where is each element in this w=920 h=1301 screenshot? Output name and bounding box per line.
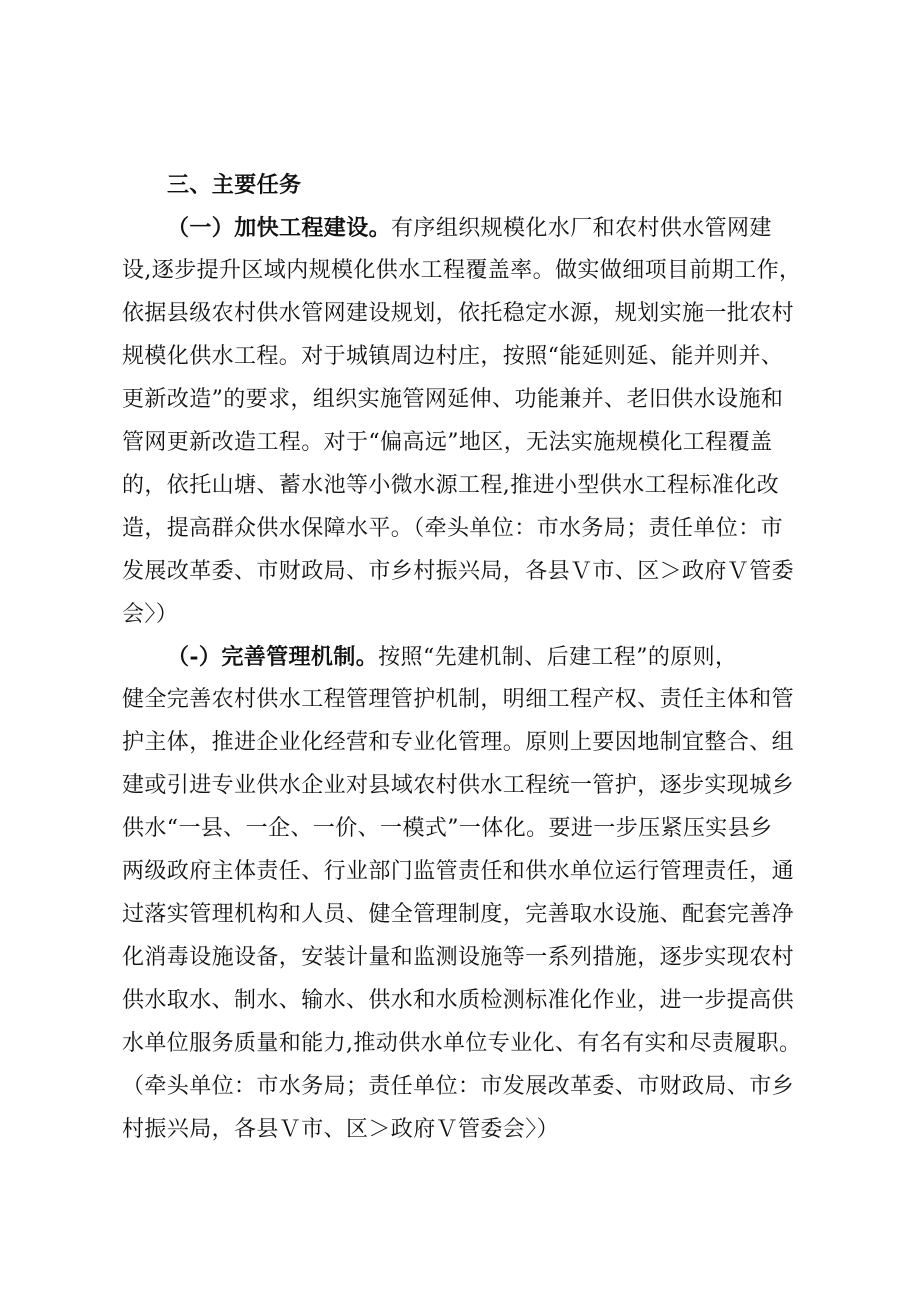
para2-line-2: 健全完善农村供水工程管理管护机制，明细工程产权、责任主体和管 (122, 687, 795, 712)
para1-line-7: 的，依托山塘、蓄水池等小微水源工程,推进小型供水工程标准化改 (122, 473, 779, 498)
para1-line-2: 设,逐步提升区域内规模化供水工程覆盖率。做实做细项目前期工作， (122, 258, 802, 283)
para2-line-1 (167, 643, 857, 672)
para1-line-8: 造，提高群众供水保障水平。（牵头单位：市水务局；责任单位：市 (122, 516, 784, 541)
para2-line-12: 村振兴局，各县Ｖ市、区＞政府Ｖ管委会〉） (122, 1117, 560, 1142)
para1-line-1 (167, 214, 857, 243)
para2-line-3: 护主体，推进企业化经营和专业化管理。原则上要因地制宜整合、组 (122, 730, 795, 755)
para1-lead: （一）加快工程建设。 (167, 215, 392, 241)
para1-line-1-text: 有序组织规模化水厂和农村供水管网建 (391, 216, 772, 241)
para2-line-10: 水单位服务质量和能力,推动供水单位专业化、有名有实和尽责履职。 (122, 1031, 802, 1056)
para1-line-6: 管网更新改造工程。对于“偏高远”地区，无法实施规模化工程覆盖 (122, 430, 773, 455)
para1-line-10: 会〉） (122, 602, 179, 627)
para1-line-3: 依据县级农村供水管网建设规划，依托稳定水源，规划实施一批农村 (122, 301, 795, 326)
para2-line-1-text: 按照“先建机制、后建工程”的原则， (378, 645, 738, 670)
para2-line-7: 过落实管理机构和人员、健全管理制度，完善取水设施、配套完善净 (122, 902, 795, 927)
para2-line-9: 供水取水、制水、输水、供水和水质检测标准化作业，进一步提高供 (122, 988, 795, 1013)
para1-line-9: 发展改革委、市财政局、市乡村振兴局，各县Ｖ市、区＞政府Ｖ管委 (122, 559, 795, 584)
para2-line-5: 供水“一县、一企、一价、一模式”一体化。要进一步压紧压实县乡 (122, 816, 773, 841)
section-heading: 三、主要任务 (167, 172, 302, 198)
para2-line-11: （牵头单位：市水务局；责任单位：市发展改革委、市财政局、市乡 (122, 1074, 795, 1099)
para2-line-8: 化消毒设施设备，安装计量和监测设施等一系列措施，逐步实现农村 (122, 945, 795, 970)
para2-line-6: 两级政府主体责任、行业部门监管责任和供水单位运行管理责任，通 (122, 859, 795, 884)
para2-line-4: 建或引进专业供水企业对县域农村供水工程统一管护，逐步实现城乡 (122, 773, 795, 798)
para2-lead: （-）完善管理机制。 (167, 644, 379, 670)
para1-line-4: 规模化供水工程。对于城镇周边村庄，按照“能延则延、能并则并、 (122, 344, 784, 369)
para1-line-5: 更新改造”的要求，组织实施管网延伸、功能兼并、老旧供水设施和 (122, 387, 784, 412)
